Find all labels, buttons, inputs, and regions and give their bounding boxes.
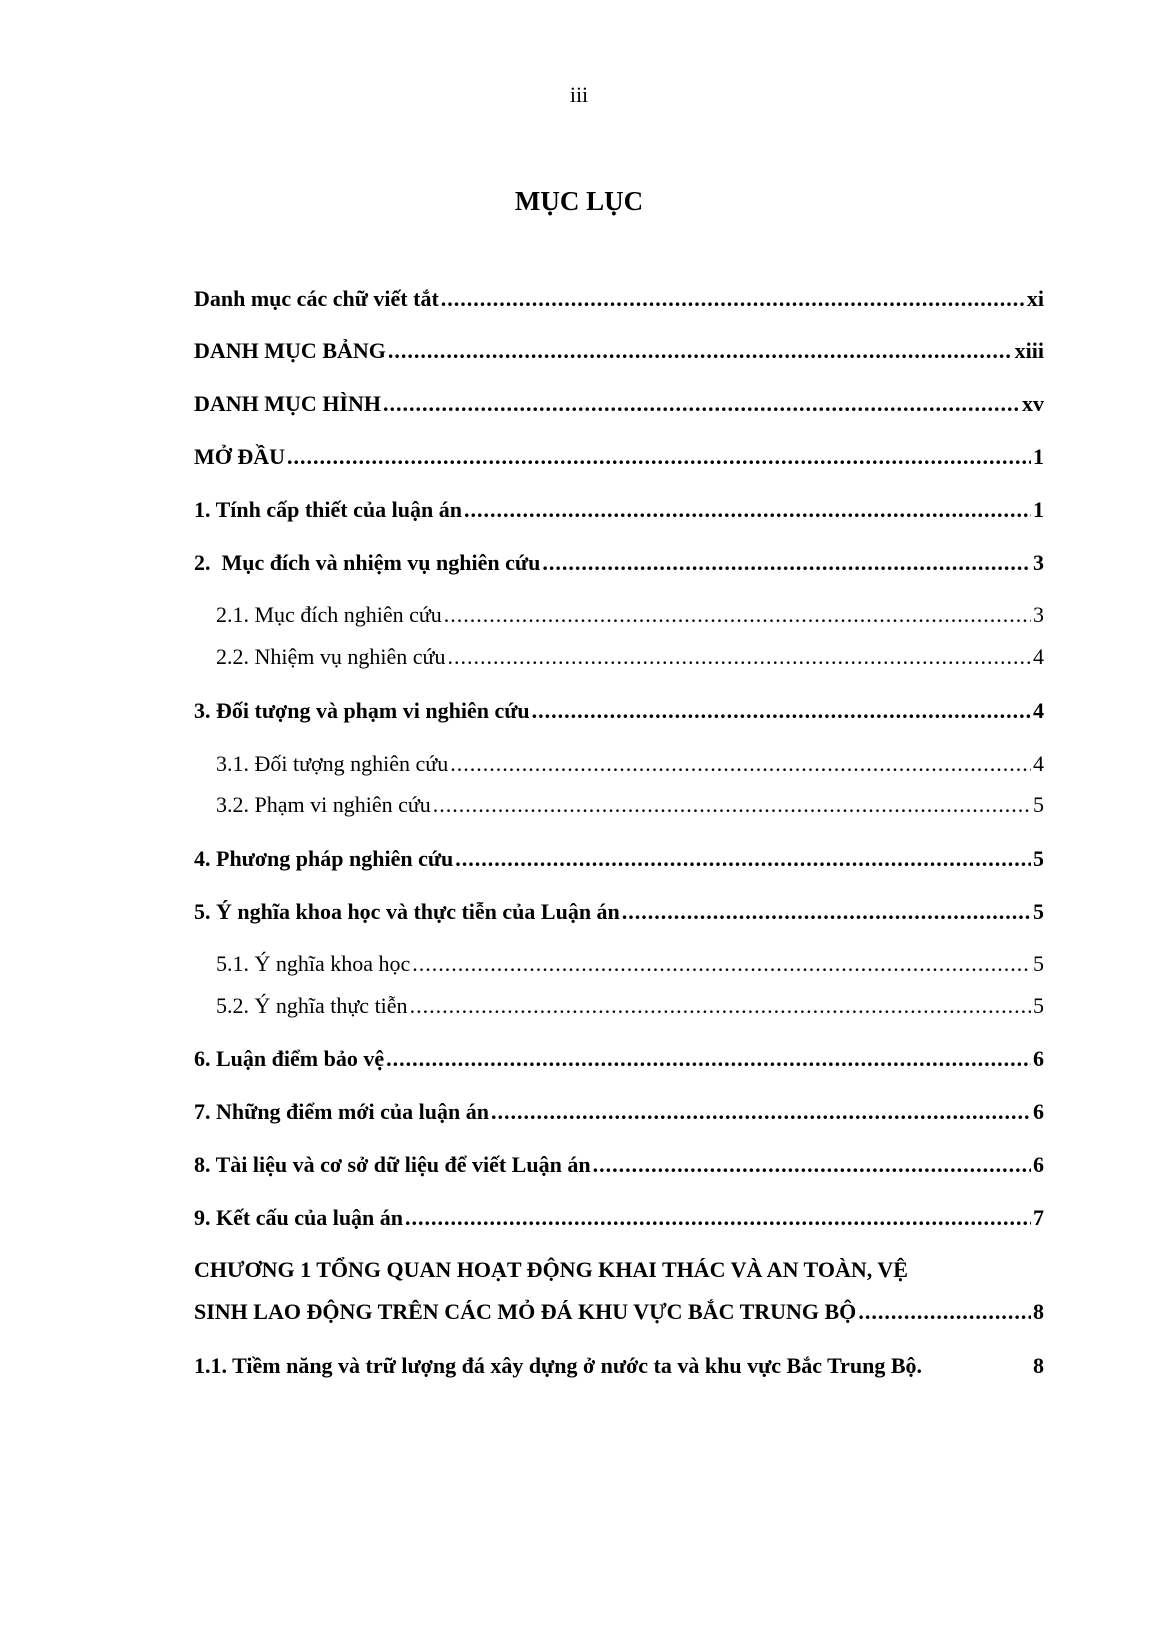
dot-leader: [593, 1150, 1031, 1180]
toc-entry-page: 7: [1033, 1205, 1044, 1230]
toc-entry-8[interactable]: [194, 1150, 1044, 1180]
toc-entry-label: DANH MỤC BẢNG: [194, 338, 386, 363]
dot-leader: [444, 600, 1031, 630]
toc-entry-page: 5: [1033, 899, 1044, 924]
toc-entry-5-2[interactable]: [216, 991, 1044, 1021]
toc-entry-6[interactable]: [194, 1044, 1044, 1074]
dot-leader: [450, 749, 1031, 779]
toc-title: MỤC LỤC: [514, 186, 644, 216]
toc-entry-label: 9. Kết cấu của luận án: [194, 1205, 404, 1230]
toc-entry-label: SINH LAO ĐỘNG TRÊN CÁC MỎ ĐÁ KHU VỰC BẮC TRUNG BỘ: [194, 1299, 857, 1324]
toc-entry-page: 4: [1033, 698, 1044, 723]
toc-entry-2-1[interactable]: [216, 600, 1044, 630]
toc-entry-label: 7. Những điểm mới của luận án: [194, 1099, 489, 1124]
toc-entry-7[interactable]: [194, 1097, 1044, 1127]
toc-entry-label: 2. Mục đích và nhiệm vụ nghiên cứu: [194, 550, 541, 575]
toc-entry-page: 3: [1033, 550, 1044, 575]
toc-entry-page: 3: [1033, 602, 1044, 627]
toc-entry-label: 2.2. Nhiệm vụ nghiên cứu: [216, 644, 446, 669]
dot-leader: [386, 1044, 1031, 1074]
toc-entry-page: 8: [1033, 1299, 1044, 1324]
toc-entry-label: 5.1. Ý nghĩa khoa học: [216, 951, 411, 976]
toc-entry-label: Danh mục các chữ viết tắt: [194, 286, 439, 311]
toc-entry-list-of-tables[interactable]: [194, 336, 1044, 366]
dot-leader: [532, 696, 1031, 726]
dot-leader: [405, 1203, 1031, 1233]
toc-entry-label: 5.2. Ý nghĩa thực tiễn: [216, 993, 408, 1018]
toc-entry-introduction[interactable]: [194, 442, 1044, 472]
toc-entry-3[interactable]: [194, 696, 1044, 726]
toc-entry-5-1[interactable]: [216, 949, 1044, 979]
dot-leader: [622, 897, 1031, 927]
toc-entry-2[interactable]: [194, 548, 1044, 578]
dot-leader: [412, 949, 1031, 979]
toc-entry-page: 6: [1033, 1046, 1044, 1071]
toc-entry-page: 5: [1033, 993, 1044, 1018]
toc-entry-page: 4: [1033, 751, 1044, 776]
dot-leader: [388, 336, 1013, 366]
dot-leader: [383, 389, 1020, 419]
dot-leader: [441, 284, 1025, 314]
toc-entry-label: 6. Luận điểm bảo vệ: [194, 1046, 385, 1071]
dot-leader: [464, 495, 1031, 525]
toc-entry-list-of-figures[interactable]: [194, 389, 1044, 419]
toc-entry-page: 5: [1033, 846, 1044, 871]
toc-entry-page: 8: [1033, 1353, 1044, 1378]
toc-entry-1-1[interactable]: [194, 1351, 1044, 1381]
dot-leader: [410, 991, 1031, 1021]
dot-leader: [858, 1297, 1031, 1327]
toc-entry-page: 4: [1033, 644, 1044, 669]
toc-entry-page: 5: [1033, 951, 1044, 976]
toc-entry-page: 1: [1033, 444, 1044, 469]
dot-leader: [491, 1097, 1031, 1127]
toc-entry-3-2[interactable]: [216, 790, 1044, 820]
toc-entry-3-1[interactable]: [216, 749, 1044, 779]
toc-entry-label: 8. Tài liệu và cơ sở dữ liệu để viết Luận án: [194, 1152, 591, 1177]
toc-entry-5[interactable]: [194, 897, 1044, 927]
toc-entry-chapter-1[interactable]: [194, 1297, 1044, 1327]
toc-entry-1[interactable]: [194, 495, 1044, 525]
toc-entry-label: 5. Ý nghĩa khoa học và thực tiễn của Luận án: [194, 899, 620, 924]
toc-entry-chapter-1-line-1[interactable]: CHƯƠNG 1 TỔNG QUAN HOẠT ĐỘNG KHAI THÁC VÀ AN TOÀN, VỆ: [194, 1257, 908, 1282]
toc-entry-label: 3. Đối tượng và phạm vi nghiên cứu: [194, 698, 530, 723]
toc-entry-4[interactable]: [194, 844, 1044, 874]
toc-entry-page: 6: [1033, 1152, 1044, 1177]
dot-leader: [447, 642, 1031, 672]
toc-entry-page: xiii: [1014, 338, 1044, 363]
toc-entry-9[interactable]: [194, 1203, 1044, 1233]
dot-leader: [433, 790, 1031, 820]
dot-leader: [542, 548, 1031, 578]
toc-entry-page: 1: [1033, 497, 1044, 522]
toc-entry-label: 1.1. Tiềm năng và trữ lượng đá xây dựng ở nước ta và khu vực Bắc Trung Bộ.: [194, 1353, 923, 1378]
page-number: iii: [569, 82, 589, 107]
toc-entry-page: xi: [1026, 286, 1044, 311]
dot-leader: [287, 442, 1031, 472]
toc-entry-2-2[interactable]: [216, 642, 1044, 672]
toc-entry-page: 6: [1033, 1099, 1044, 1124]
toc-entry-page: 5: [1033, 792, 1044, 817]
toc-entry-label: 3.2. Phạm vi nghiên cứu: [216, 792, 431, 817]
toc-entry-label: 4. Phương pháp nghiên cứu: [194, 846, 454, 871]
toc-entry-label: 3.1. Đối tượng nghiên cứu: [216, 751, 449, 776]
toc-entry-page: xv: [1022, 391, 1044, 416]
dot-leader: [455, 844, 1031, 874]
toc-entry-label: DANH MỤC HÌNH: [194, 391, 381, 416]
toc-entry-label: 2.1. Mục đích nghiên cứu: [216, 602, 442, 627]
toc-entry-abbreviations[interactable]: [194, 284, 1044, 314]
toc-entry-label: MỞ ĐẦU: [194, 444, 286, 469]
toc-entry-label: 1. Tính cấp thiết của luận án: [194, 497, 462, 522]
